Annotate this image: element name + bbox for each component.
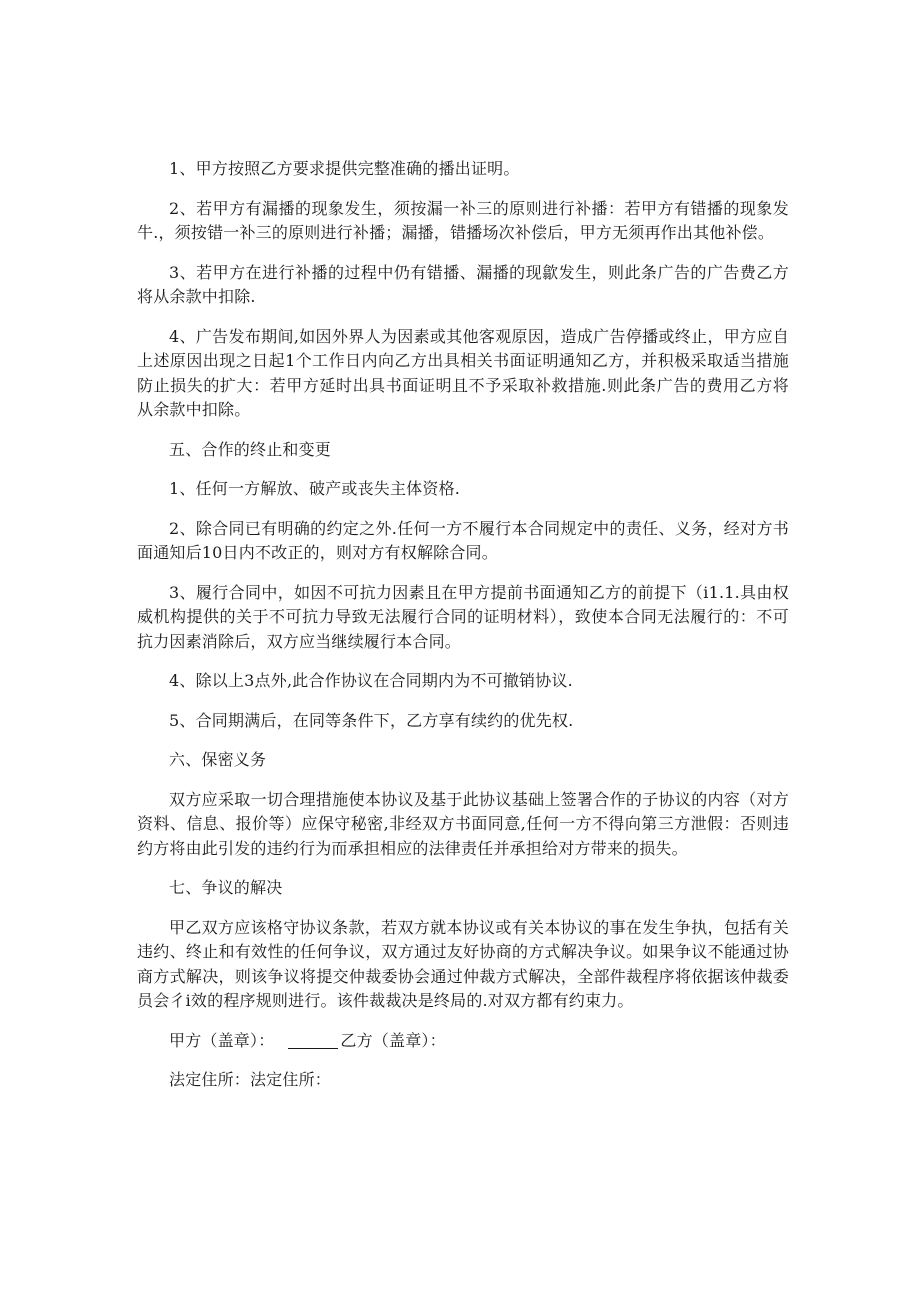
clause-2-missed-broadcast: 2、若甲方有漏播的现象发生，须按漏一补三的原则进行补播：若甲方有错播的现象发牛.，须按错一补三的原则进行补播；漏播，错播场次补偿后，甲方无须再作出其他补偿。 [137,198,789,242]
party-a-seal-label: 甲方（盖章）： [169,1030,275,1050]
termination-clause-2: 2、除合同已有明确的约定之外.任何一方不履行本合同规定中的责任、义务，经对方书面通知后10日内不改正的，则对方有权解除合同。 [137,518,789,562]
termination-clause-3: 3、履行合同中，如因不可抗力因素且在甲方提前书面通知乙方的前提下（i1.1.具由权威机构提供的关于不可抗力导致无法履行合同的证明材料），致使本合同无法履行的：不可抗力因素消除后，双方应当继续履行本合同。 [137,582,789,651]
party-b-seal-label: 乙方（盖章）： [340,1030,446,1050]
address-line: 法定住所：法定住所： [169,1070,332,1089]
section-heading-confidentiality: 六、保密义务 [169,750,267,769]
section-heading-termination: 五、合作的终止和变更 [169,439,332,459]
clause-4-suspension: 4、广告发布期间,如因外界人为因素或其他客观原因，造成广告停播或终止，甲方应自上述原因出现之日起1个工作日内向乙方出具相关书面证明通知乙方，并积极采取适当措施防止损失的扩大：若甲方延时出具书面证明且不予采取补救措施.则此条广告的费用乙方将从余款中扣除。 [137,326,789,419]
clause-3-fee-deduction: 3、若甲方在进行补播的过程中仍有错播、漏播的现歙发生，则此条广告的广告费乙方将从余款中扣除. [137,262,789,306]
signature-blank [288,1032,338,1049]
document-page [137,157,789,1108]
section-heading-dispute: 七、争议的解决 [169,878,283,897]
clause-1-broadcast-proof: 1、甲方按照乙方要求提供完整准确的播出证明。 [169,159,520,178]
confidentiality-clause: 双方应采取一切合理措施使本协议及基于此协议基础上签署合作的子协议的内容（对方资料、信息、报价等）应保守秘密,非经双方书面同意,任何一方不得向第三方泄假：否则违约方将由此引发的违约行为而承担相应的法律责任并承担给对方带来的损失。 [137,789,789,858]
termination-clause-5: 5、合同期满后，在同等条件下，乙方享有续约的优先权. [169,710,574,730]
termination-clause-4: 4、除以上3点外,此合作协议在合同期内为不可撤销协议. [169,671,573,690]
signature-line [137,1029,789,1054]
dispute-clause: 甲乙双方应该格守协议条款，若双方就本协议或有关本协议的事在发生争执，包括有关违约、终止和有效性的任何争议，双方通过友好协商的方式解决争议。如果争议不能通过协商方式解决，则该争议将提交仲裁委协会通过仲裁方式解决，全部件裁程序将依据该仲裁委员会彳i效的程序规则进行。该件裁裁决是终局的.对双方都有约束力。 [137,917,789,1010]
termination-clause-1: 1、任何一方解放、破产或丧失主体资格. [169,479,461,498]
